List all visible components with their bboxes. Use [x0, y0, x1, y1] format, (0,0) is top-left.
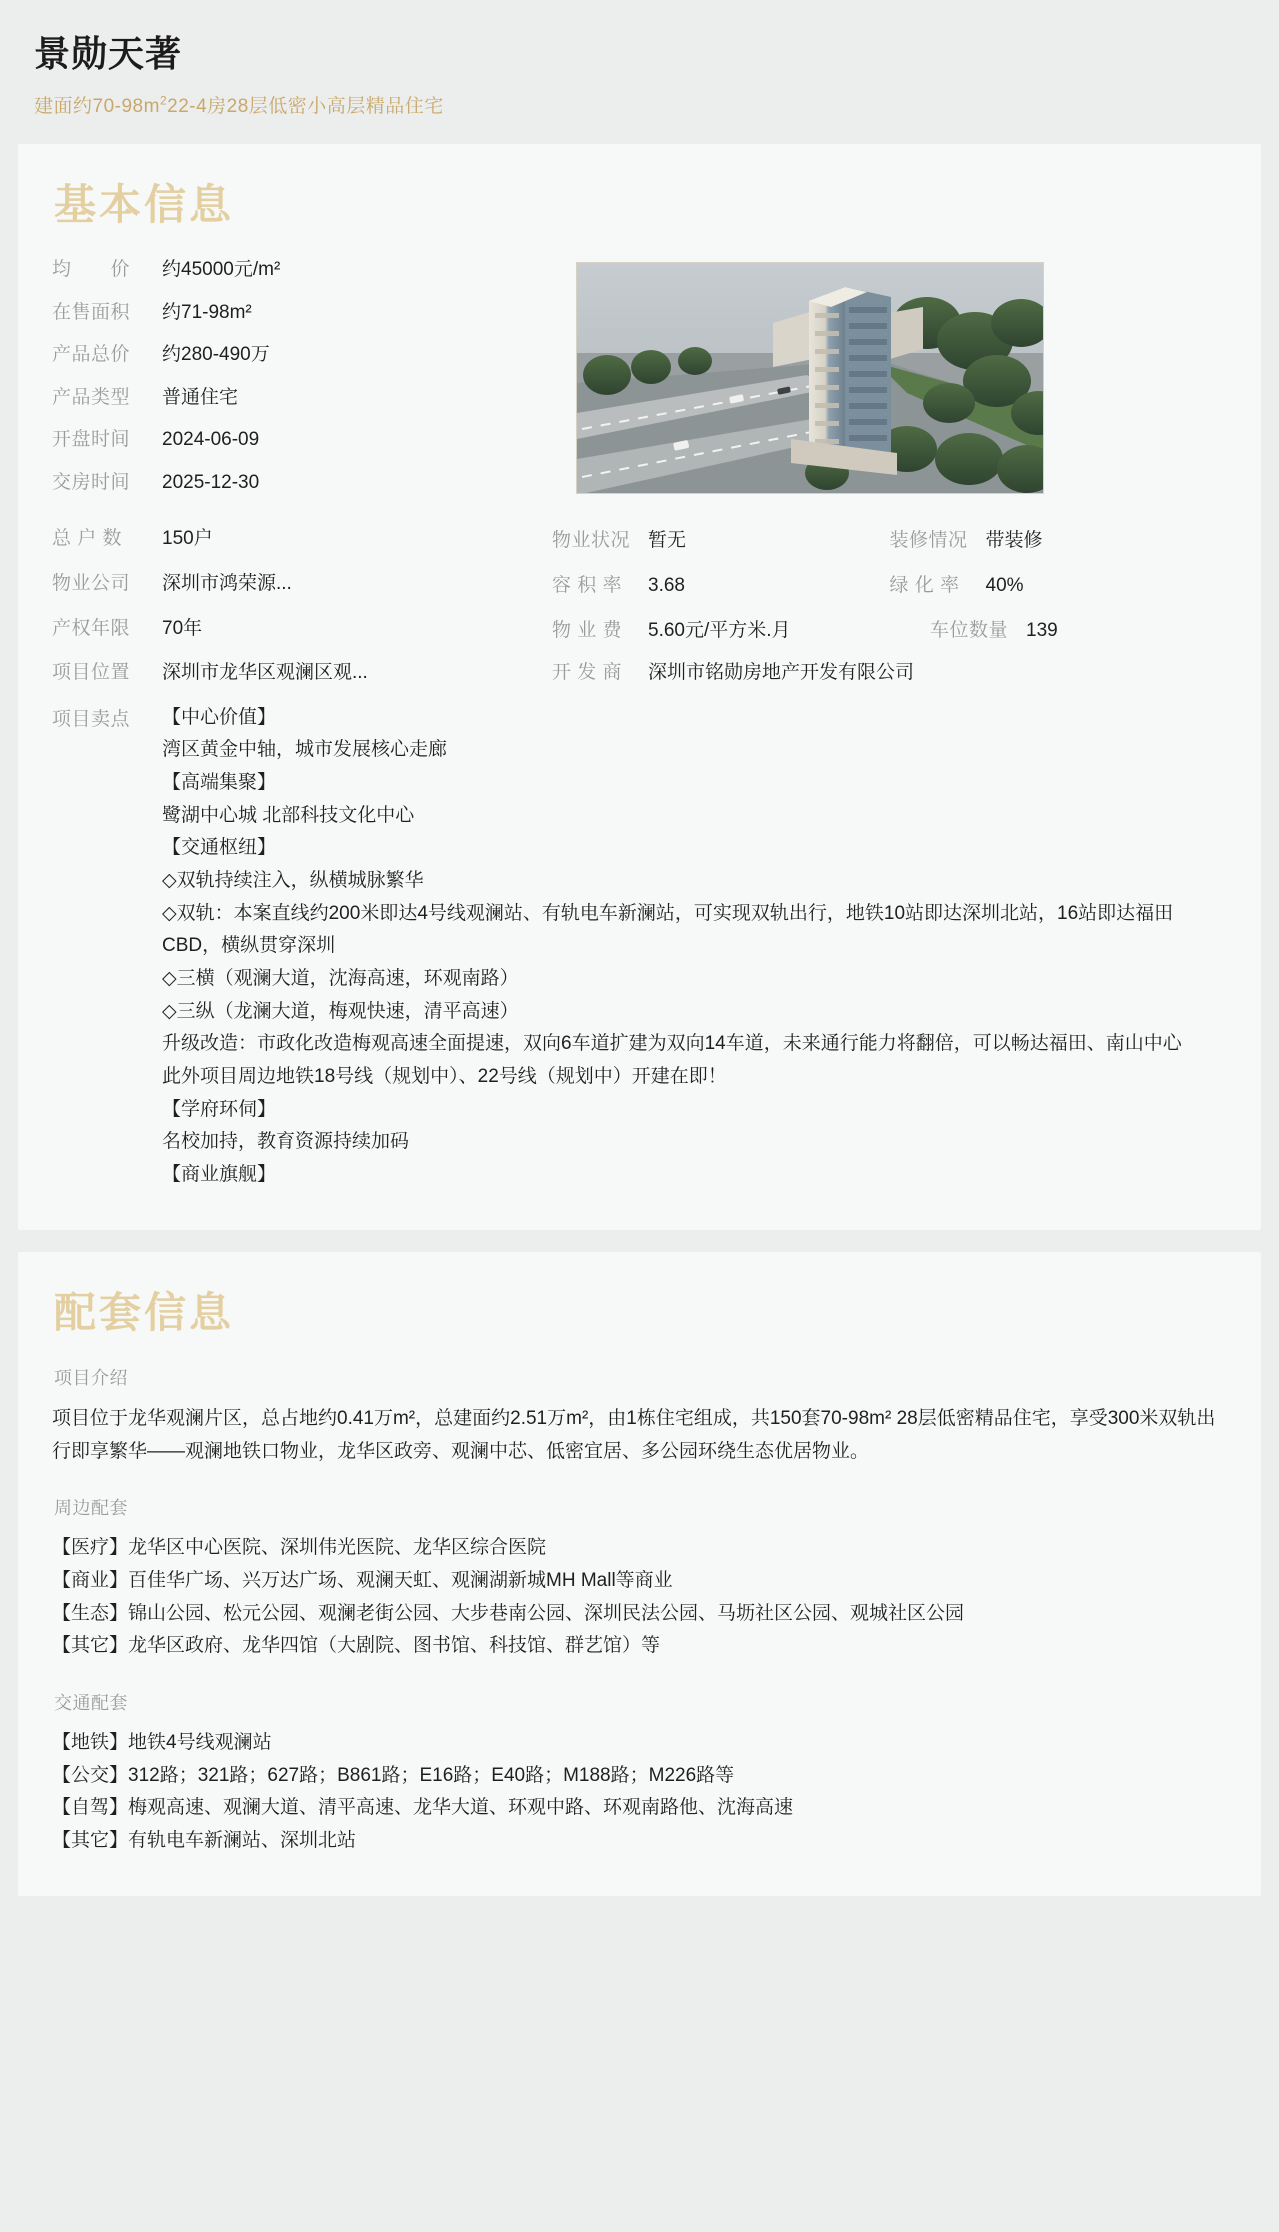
value-developer: 深圳市铭勋房地产开发有限公司 [648, 662, 915, 684]
label-delivery-date: 交房时间 [52, 471, 131, 493]
info-row-delivery-date [52, 469, 552, 497]
pair-row-1 [552, 527, 1227, 555]
label-property-fee: 物 业 费 [552, 619, 623, 641]
label-developer: 开 发 商 [552, 662, 623, 684]
label-project-intro: 项目介绍 [54, 1367, 128, 1388]
info-row-property-company-block [52, 570, 1227, 600]
value-price: 约45000元/m² [162, 259, 281, 281]
pair-col-parking [930, 617, 1227, 645]
value-total-price: 约280-490万 [162, 344, 270, 366]
info-row-property-status [552, 527, 890, 555]
subtitle-pre: 建面约70-98m [34, 96, 160, 117]
label-households: 总 户 数 [52, 528, 123, 550]
info-row-open-date [52, 426, 552, 454]
project-photo-illustration [577, 263, 1044, 494]
value-green-ratio: 40% [985, 575, 1024, 597]
label-around-facilities: 周边配套 [54, 1498, 128, 1519]
pair-col-property-fee [552, 617, 930, 645]
value-plot-ratio: 3.68 [648, 575, 685, 597]
pair-col-status [552, 527, 890, 555]
selling-point-line: 名校加持，教育资源持续加码 [162, 1131, 410, 1153]
info-row-location-block [52, 659, 1227, 687]
value-area: 约71-98m² [162, 301, 252, 323]
page-subtitle [34, 91, 1245, 118]
selling-point-line: ◇三纵（龙澜大道，梅观快速，清平高速） [162, 1000, 519, 1022]
selling-point-line: 【学府环伺】 [162, 1098, 277, 1120]
project-photo [576, 262, 1044, 494]
selling-point-line: 【交通枢纽】 [162, 837, 277, 859]
info-row-area [52, 299, 552, 327]
info-row-property-fee [552, 617, 930, 645]
around-facility-line: 【生态】锦山公园、松元公园、观澜老街公园、大步巷南公园、深圳民法公园、马坜社区公园、观城社区公园 [52, 1602, 965, 1624]
label-property-status: 物业状况 [552, 530, 631, 552]
value-decoration: 带装修 [985, 530, 1043, 552]
selling-point-line: 湾区黄金中轴，城市发展核心走廊 [162, 739, 448, 761]
selling-point-line: 【商业旗舰】 [162, 1164, 277, 1186]
page-title: 景勋天著 [34, 33, 183, 74]
selling-point-line: ◇三横（观澜大道，沈海高速，环观南路） [162, 968, 519, 990]
around-facility-line: 【商业】百佳华广场、兴万达广场、观澜天虹、观澜湖新城MH Mall等商业 [52, 1570, 673, 1592]
pair-row-2 [552, 572, 1227, 600]
label-plot-ratio: 容 积 率 [552, 575, 623, 597]
subtitle-superscript: 2 [159, 93, 168, 108]
value-delivery-date: 2025-12-30 [162, 471, 260, 493]
value-households: 150户 [162, 528, 213, 550]
label-price: 均 价 [52, 259, 131, 281]
basic-info-body [52, 256, 1227, 511]
info-row-developer [552, 659, 1227, 687]
pair-col-plot-ratio [552, 572, 890, 600]
label-parking: 车位数量 [930, 619, 1009, 641]
label-product-type: 产品类型 [52, 386, 131, 408]
info-row-parking [930, 617, 1227, 645]
selling-point-line: 【高端集聚】 [162, 772, 277, 793]
label-traffic-facilities: 交通配套 [54, 1693, 128, 1714]
selling-point-line: 此外项目周边地铁18号线（规划中）、22号线（规划中）开建在即！ [162, 1066, 727, 1088]
around-facility-line: 【其它】龙华区政府、龙华四馆（大剧院、图书馆、科技馆、群艺馆）等 [52, 1635, 661, 1657]
subtitle-post: 22-4房28层低密小高层精品住宅 [167, 96, 444, 117]
label-location: 项目位置 [52, 662, 131, 684]
value-parking: 139 [1026, 619, 1058, 641]
label-decoration: 装修情况 [889, 530, 968, 552]
info-row-product-type [52, 384, 552, 412]
label-green-ratio: 绿 化 率 [889, 575, 960, 597]
pair-col-decoration [890, 527, 1228, 555]
selling-points-block [52, 702, 1227, 1192]
facilities-title: 配套信息 [54, 1288, 235, 1336]
selling-point-line: ◇双轨持续注入，纵横城脉繁华 [162, 870, 424, 892]
selling-point-line: 升级改造：市政化改造梅观高速全面提速，双向6车道扩建为双向14车道，未来通行能力将翻倍，可以畅达福田、南山中心 [162, 1033, 1182, 1055]
pair-row-3 [552, 617, 1227, 645]
value-property-company: 深圳市鸿荣源... [162, 573, 292, 595]
pair-col-green-ratio [890, 572, 1228, 600]
value-location: 深圳市龙华区观澜区观... [162, 662, 368, 684]
label-selling-points: 项目卖点 [52, 708, 131, 730]
selling-point-line: 【中心价值】 [162, 706, 277, 728]
value-property-fee: 5.60元/平方米.月 [648, 619, 791, 641]
traffic-facility-line: 【其它】有轨电车新澜站、深圳北站 [52, 1830, 357, 1852]
label-area: 在售面积 [52, 301, 131, 323]
facilities-card [18, 1252, 1261, 1896]
traffic-facility-line: 【公交】312路；321路；627路；B861路；E16路；E40路；M188路；M226路等 [52, 1764, 735, 1786]
traffic-facility-line: 【自驾】梅观高速、观澜大道、清平高速、龙华大道、环观中路、环观南路他、沈海高速 [52, 1797, 794, 1819]
info-row-green-ratio [890, 572, 1228, 600]
label-property-company: 物业公司 [52, 573, 131, 595]
label-ownership: 产权年限 [52, 617, 131, 639]
info-row-plot-ratio [552, 572, 890, 600]
info-row-total-price [52, 341, 552, 369]
basic-info-title: 基本信息 [54, 181, 235, 228]
info-row-households-block [52, 525, 1227, 555]
info-row-ownership-block [52, 615, 1227, 645]
page-header [0, 0, 1279, 136]
info-row-decoration [890, 527, 1228, 555]
value-open-date: 2024-06-09 [162, 429, 260, 451]
selling-point-line: 鹭湖中心城 北部科技文化中心 [162, 804, 415, 826]
selling-points-body [162, 702, 1227, 1192]
basic-info-right-column [562, 256, 1227, 511]
value-product-type: 普通住宅 [162, 386, 239, 408]
value-ownership: 70年 [162, 617, 203, 639]
label-total-price: 产品总价 [52, 344, 131, 366]
selling-point-line: ◇双轨：本案直线约200米即达4号线观澜站、有轨电车新澜站，可实现双轨出行，地铁10站即达深圳北站，16站即达福田CBD，横纵贯穿深圳 [162, 902, 1174, 957]
info-row-price [52, 256, 552, 284]
label-open-date: 开盘时间 [52, 429, 131, 451]
traffic-facility-line: 【地铁】地铁4号线观澜站 [52, 1732, 272, 1754]
around-facility-line: 【医疗】龙华区中心医院、深圳伟光医院、龙华区综合医院 [52, 1537, 547, 1559]
project-intro-text: 项目位于龙华观澜片区，总占地约0.41万m²，总建面约2.51万m²，由1栋住宅组成，共150套70-98m² 28层低密精品住宅，享受300米双轨出行即享繁华——观澜地铁口物业，龙华区政旁、观澜中芯、低密宜居、多公园环绕生态优居物业。 [52, 1407, 1216, 1463]
basic-info-card [18, 144, 1261, 1230]
basic-info-left-column [52, 256, 552, 511]
value-property-status: 暂无 [648, 530, 687, 552]
